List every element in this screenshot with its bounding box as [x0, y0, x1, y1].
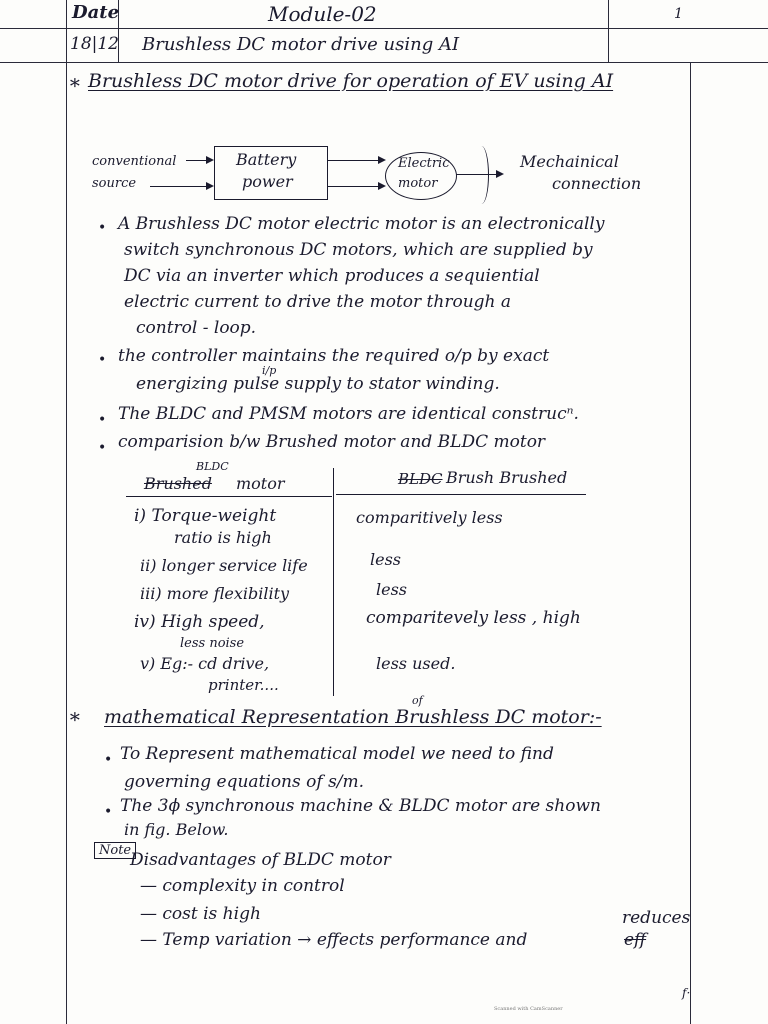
para1-line-1: A Brushless DC motor electric motor is an electronically — [118, 214, 605, 234]
arrow-battery-to-motor-bottom — [328, 186, 384, 187]
table-header-rule-right — [336, 494, 586, 495]
disadvantage-3-struck: eff — [624, 930, 647, 950]
para1-line-4: electric current to drive the motor through a — [124, 292, 512, 312]
table-right-row-4: comparitevely less , high — [366, 608, 581, 628]
para5-line-2: governing equations of s/m. — [124, 772, 365, 792]
table-right-header: Brush Brushed — [446, 468, 568, 487]
motor-label-bottom: motor — [398, 176, 438, 191]
header-divider-right — [608, 0, 609, 62]
table-right-header-struck: BLDC — [398, 470, 443, 488]
battery-label-bottom: power — [242, 172, 293, 191]
disadvantage-2: — cost is high — [140, 904, 261, 924]
arrow-battery-to-motor-top — [328, 160, 384, 161]
disadvantage-1: — complexity in control — [140, 876, 345, 896]
para1-line-2: switch synchronous DC motors, which are supplied by — [124, 240, 593, 260]
margin-line-left — [66, 0, 67, 1024]
para5-line-1: To Represent mathematical model we need to find — [120, 744, 554, 764]
table-left-row-8: printer.... — [208, 676, 279, 694]
page-mark: 1 — [674, 6, 683, 22]
arrow-source-top — [186, 160, 212, 161]
header-rule-top — [0, 28, 768, 29]
heading2-superscript: of — [412, 694, 423, 707]
bullet-3: • — [98, 412, 107, 428]
disadvantages-title: Disadvantages of BLDC motor — [130, 850, 391, 870]
table-right-row-2: less — [370, 550, 402, 569]
table-left-row-3: ii) longer service life — [140, 556, 308, 575]
bullet-4: • — [98, 440, 107, 456]
para1-line-5: control - loop. — [136, 318, 257, 338]
section-heading-math-model: mathematical Representation Brushless DC motor:- — [104, 706, 602, 728]
table-left-row-6: less noise — [180, 636, 245, 651]
bullet-5: • — [104, 752, 113, 768]
star-bullet-2: ∗ — [68, 704, 82, 728]
para2-line-2: energizing pulse supply to stator winding. — [136, 374, 500, 394]
table-column-divider — [333, 468, 334, 696]
page-corner-mark: f· — [682, 986, 691, 1000]
disadvantage-3: — Temp variation → effects performance and — [140, 930, 528, 950]
para1-line-3: DC via an inverter which produces a sequiential — [124, 266, 540, 286]
table-right-row-1: comparitively less — [356, 508, 503, 527]
footer-watermark: Scanned with CamScanner — [494, 1006, 563, 1012]
table-left-row-5: iv) High speed, — [134, 612, 265, 632]
table-right-row-5: less used. — [376, 654, 456, 673]
coupling-mark — [474, 146, 489, 204]
margin-line-right — [690, 62, 691, 1024]
table-left-header: motor — [236, 474, 285, 493]
motor-label-top: Electric — [398, 156, 450, 171]
header-topic: Brushless DC motor drive using AI — [142, 34, 460, 55]
date-label: Date — [72, 2, 120, 23]
table-header-rule-left — [126, 496, 332, 497]
table-left-row-1: i) Torque-weight — [134, 506, 277, 526]
table-left-header-struck: Brushed — [144, 474, 212, 493]
bullet-6: • — [104, 804, 113, 820]
star-bullet: ∗ — [68, 70, 82, 94]
module-title: Module-02 — [268, 2, 377, 26]
source-label-bottom: source — [92, 176, 137, 191]
para6-line-1: The 3ϕ synchronous machine & BLDC motor are shown — [120, 796, 601, 816]
table-left-row-4: iii) more flexibility — [140, 584, 290, 603]
para2-line-1: the controller maintains the required o/p by exact — [118, 346, 550, 366]
disadvantage-3-insertion: reduces — [622, 908, 691, 928]
bullet-1: • — [98, 220, 107, 236]
para3: The BLDC and PMSM motors are identical construcⁿ. — [118, 404, 579, 424]
mech-label-bottom: connection — [552, 174, 642, 193]
mech-label-top: Mechainical — [520, 152, 619, 171]
bullet-2: • — [98, 352, 107, 368]
para6-line-2: in fig. Below. — [124, 820, 229, 839]
table-left-row-2: ratio is high — [174, 528, 272, 547]
para4: comparision b/w Brushed motor and BLDC motor — [118, 432, 546, 452]
header-rule-bottom — [0, 62, 768, 63]
table-right-row-3: less — [376, 580, 408, 599]
table-left-row-7: v) Eg:- cd drive, — [140, 654, 270, 673]
header-date: 18|12 — [70, 34, 119, 54]
arrow-source-bottom — [150, 186, 212, 187]
table-left-header-sup: BLDC — [196, 460, 229, 473]
section-heading-bldc-drive: Brushless DC motor drive for operation of EV using AI — [88, 70, 614, 92]
para2-superscript: i/p — [262, 364, 277, 377]
note-label: Note — [94, 842, 136, 859]
battery-label-top: Battery — [236, 150, 297, 169]
source-label-top: conventional — [92, 154, 177, 169]
